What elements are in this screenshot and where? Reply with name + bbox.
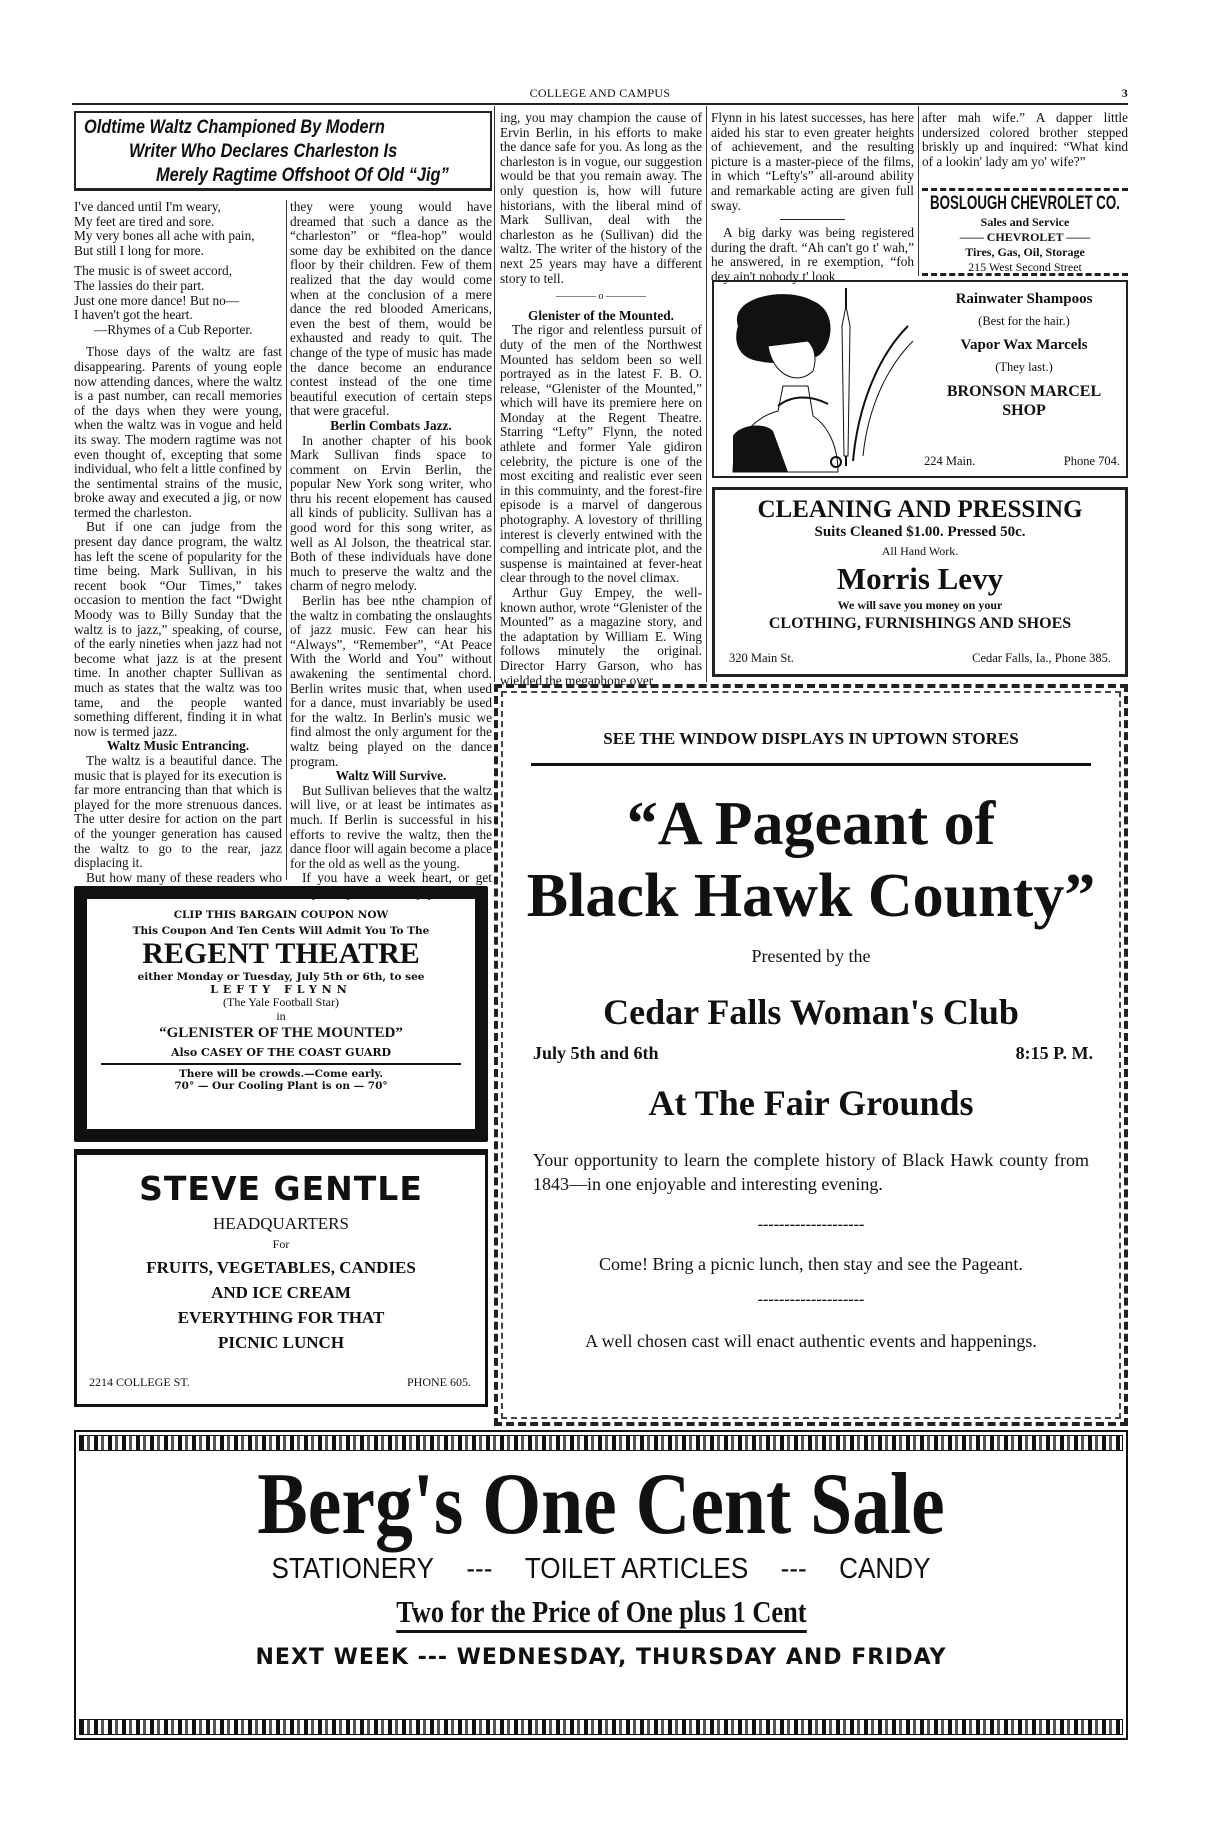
column-rule — [706, 106, 707, 682]
sale-dates: NEXT WEEK --- WEDNESDAY, THURSDAY AND FRIDAY — [255, 1645, 947, 1670]
poem-stanza: The music is of sweet accord, The lassies do their part. Just one more dance! But no— I haven't got the heart. — [74, 263, 240, 323]
ad-address: 215 West Second Street — [968, 260, 1082, 274]
pageant-title: “A Pageant of — [626, 790, 996, 858]
ad-line: Sales and Service — [980, 215, 1070, 229]
paragraph: The rigor and relentless pursuit of duty of the men of the Northwest Mounted has seldom been so well portrayed as in the latest F. B. O. release, “Glenister of the Mounted,” which will have its premiere here on Monday at the Regent Theatre. Starring “Lefty” Flynn, the noted athlete and former Yale gidiron celebrity, the picture is one of the most exciting and realistic ever seen in this commuinty, and the forest-fire episode is a marvel of dangerous photography. A lovestory of thrilling interest is cleverly entwined with the compelling and intricate plot, and the suspense is maintained at fever-heat clear through to the novel climax. — [500, 322, 702, 586]
headline-line-wrap — [82, 115, 484, 139]
column-rule — [918, 106, 919, 276]
item: CANDY — [839, 1553, 931, 1585]
separator: ———— o ———— — [556, 291, 646, 303]
paragraph: But if one can judge from the present day dance program, the waltz has left the scene of popularity for the time being. Mark Sullivan, in his recent book “Our Times,” takes occasion to mention the fact “Dwight Moody was to Billy Sunday that the waltz is to jazz,” speaking, of course, of the early nineties when jazz had not become what jazz is at the present time. In another chapter Sullivan as much as states that the waltz was too tame, and the people wanted something different, finding it in what now is termed jazz. — [74, 519, 282, 739]
ad-line: EVERYTHING FOR THAT — [177, 1308, 385, 1327]
ad-address: 2214 COLLEGE ST. — [89, 1375, 190, 1389]
ad-line: SEE THE WINDOW DISPLAYS IN UPTOWN STORES — [603, 729, 1019, 748]
paragraph: Berlin has bee nthe champion of the waltz in combating the onslaughts of jazz music. Few can hear his “Always”, “Remember”, “At Peace With the World and You” without awakening the sentimental chord. Berlin writes music that, when used for a dance, must invariably be used for the waltz. In Berlin's music we find almost the only argument for the waltz being played on the dance program. — [290, 593, 492, 769]
divider — [531, 763, 1091, 766]
star-name: LEFTY FLYNN — [210, 983, 352, 996]
pageant-title: Black Hawk County” — [526, 862, 1096, 930]
headline-line: Writer Who Declares Charleston Is — [129, 140, 398, 162]
decorative-border — [79, 1719, 1123, 1735]
ad-phone: Cedar Falls, Ia., Phone 385. — [972, 651, 1111, 665]
article-column-1 — [74, 199, 282, 900]
divider: -------------------- — [757, 1216, 865, 1233]
subheading: Waltz Will Survive. — [335, 768, 447, 784]
paragraph: If you have a week heart, or get dizzy easily, and still enjoy danc- — [290, 870, 492, 900]
pageant-ad — [494, 684, 1128, 1426]
boslough-ad: BOSLOUGH CHEVROLET CO. Sales and Service —— CHEVROLET —— Tires, Gas, Oil, Storage 215 West Second Street — [922, 188, 1128, 276]
shop-name: BRONSON MARCEL — [946, 383, 1102, 400]
column-rule — [286, 200, 287, 880]
ad-title: STEVE GENTLE — [139, 1169, 423, 1208]
header-rule — [72, 103, 1128, 105]
ad-line: Your opportunity to learn the complete history of Black Hawk county from 1843—in one enjoyable and interesting evening. — [533, 1150, 1089, 1194]
ad-line: Vapor Wax Marcels — [960, 337, 1088, 353]
ad-line: Tires, Gas, Oil, Storage — [965, 245, 1085, 259]
ad-line: Suits Cleaned $1.00. Pressed 50c. — [814, 524, 1026, 540]
ad-line: We will save you money on your — [837, 598, 1003, 612]
ad-line: (Best for the hair.) — [978, 314, 1070, 328]
steve-gentle-ad — [74, 1149, 488, 1407]
ad-phone: Phone 704. — [1063, 454, 1120, 468]
column-rule — [494, 106, 495, 682]
paragraph: Flynn in his latest successes, has here aided his star to even greater heights of achievement, and the resulting picture is a master-piece of the films, in which “Lefty's” all-around ability and remarkable acting are given full sway. — [711, 110, 914, 213]
ad-address: 320 Main St. — [729, 651, 794, 665]
separator-mark: o — [598, 291, 604, 303]
offer: Two for the Price of One plus 1 Cent — [396, 1594, 806, 1633]
ad-line: CLOTHING, FURNISHINGS AND SHOES — [768, 615, 1072, 632]
ad-line: Also — [170, 1046, 198, 1059]
separator: --- — [466, 1553, 493, 1585]
ad-title: BOSLOUGH CHEVROLET CO. — [930, 193, 1120, 214]
ad-address: 224 Main. — [924, 454, 976, 468]
ad-line: Presented by the — [751, 946, 871, 966]
ad-line: CLIP THIS BARGAIN COUPON NOW — [173, 909, 389, 921]
separator — [780, 219, 845, 220]
film-title: “GLENISTER OF THE MOUNTED” — [159, 1025, 403, 1041]
place: At The Fair Grounds — [648, 1083, 974, 1123]
theatre-name: REGENT THEATRE — [142, 937, 420, 970]
pageant-content — [501, 691, 1121, 1419]
ad-line: Come! Bring a picnic lunch, then stay and see the Pageant. — [599, 1254, 1023, 1274]
ad-line: Rainwater Shampoos — [955, 291, 1093, 307]
subheading: Glenister of the Mounted. — [527, 307, 674, 323]
ad-line: CHEVROLET — [986, 230, 1064, 244]
paragraph: ing, you may champion the cause of Ervin Berlin, in his efforts to make the dance safe for you. As long as the charleston is in vogue, our suggestion would be that you remain away. The only question is, how will future historians, with the liberal mind of Mark Sullivan, deal with the charleston as he (Sullivan) did the waltz. The writer of the history of the next 25 years may have a different story to tell. — [500, 110, 702, 286]
paragraph: they were young would have dreamed that such a dance as the “charleston” or “flea-hop” would some day be exhibited on the dance floor by their children. Few of them realized that the day would come when at the conclusion of a mere dance the red blooded Americans, even the best of them, would be exhausted and ready to quit. The change of the type of music has made the dance become an endurance contest instead of the one time beautiful execution of certain steps that were graceful. — [290, 199, 492, 419]
paragraph: A big darky was being registered during the draft. “Ah can't go t' wah,” he answered, in re exemption, “foh dey ain't nobody t' look — [711, 225, 914, 284]
coupon-content: CLIP THIS BARGAIN COUPON NOW This Coupon And Ten Cents Will Admit You To The REGENT THEATRE either Monday or Tuesday, July 5th or 6th, to see LEFTY FLYNN (The Yale Football Star) in “GLENISTER OF THE MOUNTED” Also CASEY OF THE COAST GUARD There will be crowds.—Come early. 70° — Our Cooling Plant is on — 70° — [87, 899, 475, 1092]
ad-line: PICNIC LUNCH — [217, 1333, 345, 1352]
headline-line: Merely Ragtime Offshoot Of Old “Jig” — [156, 164, 449, 186]
article-column-4 — [711, 110, 914, 284]
decorative-border — [79, 1435, 1123, 1451]
poem-attribution: —Rhymes of a Cub Reporter. — [94, 321, 253, 337]
woman-illustration — [718, 286, 918, 472]
ad-line: AND ICE CREAM — [211, 1283, 351, 1302]
bergs-ad — [74, 1430, 1128, 1740]
club-name: Cedar Falls Woman's Club — [603, 992, 1019, 1032]
paragraph: after mah wife.” A dapper little undersized colored brother stepped briskly up and inquired: “What kind of a lookin' lady am yo' wife?” — [922, 110, 1128, 169]
shop-name: SHOP — [1002, 402, 1046, 419]
section-name: COLLEGE AND CAMPUS — [529, 86, 671, 100]
ad-line: There will be crowds.—Come early. — [178, 1068, 384, 1080]
article-column-2 — [290, 199, 492, 900]
page-header — [72, 86, 1128, 101]
subheading: Waltz Music Entrancing. — [106, 738, 250, 754]
temperature: 70° — [174, 1080, 195, 1092]
item: STATIONERY — [271, 1553, 434, 1585]
item: TOILET ARTICLES — [524, 1553, 749, 1585]
ad-line: For — [272, 1237, 290, 1251]
ad-line: CASEY OF THE COAST GUARD — [201, 1046, 392, 1059]
bronson-ad — [712, 280, 1128, 478]
regent-coupon-ad — [74, 886, 488, 1142]
headline-line: Oldtime Waltz Championed By Modern — [84, 116, 385, 138]
ad-name: Morris Levy — [836, 561, 1004, 596]
time: 8:15 P. M. — [1015, 1043, 1093, 1063]
ad-line: in — [276, 1009, 286, 1023]
levy-ad — [712, 487, 1128, 677]
paragraph: Those days of the waltz are fast disappearing. Parents of young eople now attending dances, where the waltz is a past number, can recall memories of the days when they were young, when the waltz was in vogue and held its sway. The modern ragtime was not even thought of, excepting that some individual, who felt a little confined by the sentimental strains of the music, broke away and executed a jig, or now termed the charleston. — [74, 344, 282, 520]
ad-line: Our Cooling Plant is on — [212, 1080, 350, 1092]
ad-line: A well chosen cast will enact authentic events and happenings. — [585, 1331, 1037, 1351]
ad-phone: PHONE 605. — [406, 1375, 471, 1389]
paragraph: In another chapter of his book Mark Sullivan finds space to comment on Ervin Berlin, the popular New York song writer, who thru his recent elopement has caused all kinds of publicity. Sullivan has a good word for this song writer, as well as Al Jolson, the theatrical star. Both of these individuals have done much to preserve the waltz and the charm of negro melody. — [290, 432, 492, 594]
divider: -------------------- — [757, 1291, 865, 1308]
headline-line-wrap — [82, 139, 484, 163]
article-headline — [74, 111, 492, 191]
ad-line: (The Yale Football Star) — [223, 995, 339, 1009]
bronson-text — [924, 290, 1124, 420]
separator: --- — [780, 1553, 807, 1585]
ad-title-wrap — [922, 193, 1128, 215]
ad-line: All Hand Work. — [881, 544, 959, 558]
paragraph: But how many of these readers who attended the dances when — [74, 869, 282, 900]
ad-title: Berg's One Cent Sale — [257, 1456, 945, 1553]
ad-line: (They last.) — [995, 360, 1053, 374]
subheading: Berlin Combats Jazz. — [330, 417, 452, 433]
paragraph: Arthur Guy Empey, the well-known author, wrote “Glenister of the Mounted” as a magazine story, and the adaptation by William E. Wing follows minutely the original. Director Harry Garson, who has wielded the megaphone over — [500, 585, 702, 688]
ad-line: FRUITS, VEGETABLES, CANDIES — [146, 1258, 416, 1277]
temperature: 70° — [367, 1080, 388, 1092]
ad-line: HEADQUARTERS — [213, 1214, 349, 1233]
poem-stanza: I've danced until I'm weary, My feet are tired and sore. My very bones all ache with pain, But still I long for more. — [74, 199, 255, 258]
ad-line: either Monday or Tuesday, July 5th or 6th, to see — [137, 971, 425, 983]
paragraph: The waltz is a beautiful dance. The music that is played for its execution is far more entrancing than that which is played for the more strenuous dances. The utter desire for action on the part of the younger generation has caused the waltz to go to the rear, jazz displacing it. — [74, 752, 282, 871]
ad-title: CLEANING AND PRESSING — [757, 496, 1083, 523]
ad-line: This Coupon And Ten Cents Will Admit You To The — [132, 925, 430, 937]
page-number: 3 — [1121, 86, 1128, 100]
article-column-3 — [500, 110, 702, 688]
article-column-5 — [922, 111, 1128, 187]
divider — [101, 1063, 461, 1065]
headline-line-wrap — [82, 163, 484, 187]
dates: July 5th and 6th — [533, 1043, 659, 1063]
paragraph: But Sullivan believes that the waltz will live, or at least be intimates as much. If Berlin is successful in his efforts to revive the waltz, then the dance floor will again become a place for the old as well as the young. — [290, 782, 492, 871]
